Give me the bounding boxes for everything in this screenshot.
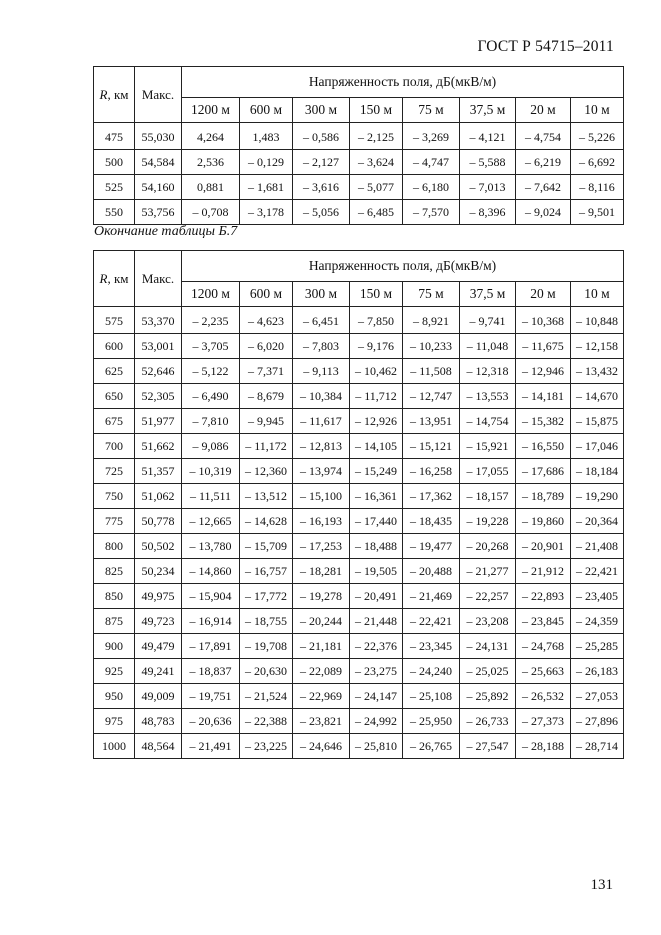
cell-max: 51,357 [135,459,182,484]
cell-value: – 17,772 [240,584,293,609]
cell-value: – 23,405 [571,584,624,609]
column-header-distance: 20 м [516,98,571,123]
cell-value: – 5,077 [350,175,403,200]
cell-value: – 6,020 [240,334,293,359]
cell-value: – 14,105 [350,434,403,459]
cell-value: – 20,268 [460,534,516,559]
table-row [94,659,624,684]
cell-value: – 18,789 [516,484,571,509]
cell-distance-r: 900 [94,634,135,659]
cell-value: 4,264 [182,123,240,150]
table-row [94,609,624,634]
cell-value: – 14,754 [460,409,516,434]
table-body [94,307,624,759]
cell-value: – 20,488 [403,559,460,584]
cell-value: – 10,319 [182,459,240,484]
cell-value: – 17,046 [571,434,624,459]
cell-max: 51,062 [135,484,182,509]
cell-value: – 15,249 [350,459,403,484]
cell-distance-r: 725 [94,459,135,484]
cell-value: – 12,946 [516,359,571,384]
cell-value: – 15,875 [571,409,624,434]
cell-max: 55,030 [135,123,182,150]
cell-value: – 4,747 [403,150,460,175]
cell-value: – 24,131 [460,634,516,659]
cell-value: – 19,505 [350,559,403,584]
cell-value: – 23,845 [516,609,571,634]
cell-value: – 10,384 [293,384,350,409]
cell-value: – 15,921 [460,434,516,459]
cell-value: – 7,371 [240,359,293,384]
cell-value: – 6,180 [403,175,460,200]
cell-value: – 3,178 [240,200,293,225]
cell-value: – 21,912 [516,559,571,584]
table-row [94,384,624,409]
column-header-distance: 150 м [350,282,403,307]
cell-value: – 24,240 [403,659,460,684]
cell-value: – 21,181 [293,634,350,659]
column-header-distance: 37,5 м [460,282,516,307]
r-symbol: R [99,270,108,286]
cell-distance-r: 950 [94,684,135,709]
table-row [94,584,624,609]
cell-value: – 7,013 [460,175,516,200]
cell-value: – 12,926 [350,409,403,434]
cell-value: – 20,636 [182,709,240,734]
column-header-distance: 600 м [240,282,293,307]
table-row [94,359,624,384]
cell-value: – 17,686 [516,459,571,484]
cell-value: – 21,448 [350,609,403,634]
cell-value: – 18,435 [403,509,460,534]
cell-value: – 22,388 [240,709,293,734]
cell-value: – 9,176 [350,334,403,359]
cell-distance-r: 850 [94,584,135,609]
cell-value: – 10,233 [403,334,460,359]
cell-max: 50,502 [135,534,182,559]
cell-distance-r: 750 [94,484,135,509]
document-header: ГОСТ Р 54715–2011 [477,38,614,55]
cell-value: – 25,285 [571,634,624,659]
cell-value: – 13,432 [571,359,624,384]
cell-value: – 26,183 [571,659,624,684]
cell-value: – 27,896 [571,709,624,734]
cell-value: – 5,122 [182,359,240,384]
cell-max: 48,564 [135,734,182,759]
cell-value: – 10,462 [350,359,403,384]
column-header-max: Макс. [135,67,182,123]
cell-value: – 13,974 [293,459,350,484]
column-header-r [94,67,135,123]
cell-distance-r: 575 [94,307,135,334]
cell-max: 50,778 [135,509,182,534]
cell-distance-r: 475 [94,123,135,150]
column-header-distance: 75 м [403,98,460,123]
cell-value: – 11,617 [293,409,350,434]
cell-distance-r: 625 [94,359,135,384]
cell-value: – 22,421 [403,609,460,634]
cell-value: – 9,945 [240,409,293,434]
cell-value: – 22,257 [460,584,516,609]
cell-value: – 4,623 [240,307,293,334]
cell-distance-r: 650 [94,384,135,409]
table-row [94,434,624,459]
table-row [94,459,624,484]
cell-value: – 8,921 [403,307,460,334]
cell-value: – 16,757 [240,559,293,584]
cell-value: – 2,235 [182,307,240,334]
cell-value: – 18,488 [350,534,403,559]
cell-distance-r: 700 [94,434,135,459]
table-row [94,484,624,509]
table-row [94,307,624,334]
cell-value: – 18,157 [460,484,516,509]
cell-value: – 23,345 [403,634,460,659]
cell-value: – 10,848 [571,307,624,334]
cell-max: 54,584 [135,150,182,175]
cell-value: – 9,086 [182,434,240,459]
cell-distance-r: 525 [94,175,135,200]
cell-value: – 7,570 [403,200,460,225]
cell-value: – 9,501 [571,200,624,225]
cell-value: – 11,712 [350,384,403,409]
cell-value: – 12,318 [460,359,516,384]
cell-value: – 26,733 [460,709,516,734]
cell-value: – 6,485 [350,200,403,225]
cell-value: – 16,914 [182,609,240,634]
cell-value: – 19,228 [460,509,516,534]
cell-value: – 26,532 [516,684,571,709]
cell-value: – 3,616 [293,175,350,200]
cell-max: 49,975 [135,584,182,609]
cell-distance-r: 600 [94,334,135,359]
cell-value: – 24,646 [293,734,350,759]
cell-distance-r: 675 [94,409,135,434]
cell-value: – 23,208 [460,609,516,634]
column-header-distance: 600 м [240,98,293,123]
cell-value: – 16,361 [350,484,403,509]
page-number: 131 [590,877,613,893]
cell-value: – 12,158 [571,334,624,359]
cell-value: – 19,290 [571,484,624,509]
cell-value: – 4,754 [516,123,571,150]
cell-value: – 24,768 [516,634,571,659]
cell-value: – 0,129 [240,150,293,175]
cell-value: – 3,269 [403,123,460,150]
table-row [94,534,624,559]
cell-value: – 5,226 [571,123,624,150]
cell-value: – 6,490 [182,384,240,409]
cell-value: – 26,765 [403,734,460,759]
cell-value: – 25,108 [403,684,460,709]
cell-value: – 27,053 [571,684,624,709]
cell-distance-r: 1000 [94,734,135,759]
cell-value: 0,881 [182,175,240,200]
column-header-field-strength: Напряженность поля, дБ(мкВ/м) [182,251,624,282]
cell-value: – 15,100 [293,484,350,509]
cell-value: – 18,837 [182,659,240,684]
cell-value: – 24,147 [350,684,403,709]
cell-value: – 21,491 [182,734,240,759]
column-header-distance: 1200 м [182,98,240,123]
column-header-distance: 10 м [571,98,624,123]
cell-value: – 2,125 [350,123,403,150]
column-header-distance: 1200 м [182,282,240,307]
cell-distance-r: 925 [94,659,135,684]
cell-value: – 0,586 [293,123,350,150]
cell-value: – 17,055 [460,459,516,484]
cell-value: – 25,892 [460,684,516,709]
cell-value: – 18,755 [240,609,293,634]
cell-max: 50,234 [135,559,182,584]
cell-value: – 22,089 [293,659,350,684]
cell-value: – 21,469 [403,584,460,609]
table-row [94,200,624,225]
cell-value: – 19,751 [182,684,240,709]
cell-value: – 25,025 [460,659,516,684]
cell-max: 52,305 [135,384,182,409]
table-continuation-caption: Окончание таблицы Б.7 [94,224,238,239]
cell-value: – 3,705 [182,334,240,359]
table-row [94,734,624,759]
cell-value: – 7,810 [182,409,240,434]
cell-value: – 15,121 [403,434,460,459]
table-body [94,123,624,225]
column-header-r [94,251,135,307]
cell-value: – 27,547 [460,734,516,759]
cell-value: – 2,127 [293,150,350,175]
table-row [94,509,624,534]
cell-value: – 17,891 [182,634,240,659]
cell-value: – 20,491 [350,584,403,609]
cell-value: – 25,663 [516,659,571,684]
cell-value: – 17,253 [293,534,350,559]
table-row [94,709,624,734]
cell-value: – 11,511 [182,484,240,509]
table-row [94,634,624,659]
cell-value: – 11,675 [516,334,571,359]
cell-value: – 19,708 [240,634,293,659]
cell-value: – 7,850 [350,307,403,334]
cell-value: – 28,714 [571,734,624,759]
cell-value: – 7,803 [293,334,350,359]
cell-value: – 16,193 [293,509,350,534]
cell-max: 53,370 [135,307,182,334]
table-row [94,123,624,150]
table-row [94,409,624,434]
cell-max: 52,646 [135,359,182,384]
cell-value: – 14,860 [182,559,240,584]
column-header-distance: 37,5 м [460,98,516,123]
column-header-distance: 150 м [350,98,403,123]
cell-value: – 12,813 [293,434,350,459]
cell-value: – 12,665 [182,509,240,534]
cell-value: 1,483 [240,123,293,150]
r-unit: , км [107,86,129,102]
r-unit: , км [107,270,129,286]
cell-value: – 16,258 [403,459,460,484]
cell-value: – 18,281 [293,559,350,584]
cell-value: – 20,901 [516,534,571,559]
r-symbol: R [99,86,108,102]
cell-value: – 6,692 [571,150,624,175]
cell-distance-r: 825 [94,559,135,584]
cell-value: – 13,512 [240,484,293,509]
cell-value: – 23,275 [350,659,403,684]
cell-value: – 21,524 [240,684,293,709]
cell-value: – 20,244 [293,609,350,634]
cell-value: – 20,630 [240,659,293,684]
field-strength-table [93,66,624,225]
cell-value: – 10,368 [516,307,571,334]
cell-value: 2,536 [182,150,240,175]
column-header-field-strength: Напряженность поля, дБ(мкВ/м) [182,67,624,98]
cell-value: – 15,904 [182,584,240,609]
cell-value: – 7,642 [516,175,571,200]
cell-value: – 17,362 [403,484,460,509]
cell-max: 51,977 [135,409,182,434]
cell-value: – 24,992 [350,709,403,734]
cell-distance-r: 800 [94,534,135,559]
cell-max: 48,783 [135,709,182,734]
cell-value: – 8,679 [240,384,293,409]
cell-max: 53,756 [135,200,182,225]
cell-max: 49,479 [135,634,182,659]
cell-value: – 11,048 [460,334,516,359]
cell-value: – 3,624 [350,150,403,175]
cell-value: – 9,113 [293,359,350,384]
cell-value: – 14,628 [240,509,293,534]
cell-value: – 6,451 [293,307,350,334]
cell-value: – 22,893 [516,584,571,609]
cell-value: – 24,359 [571,609,624,634]
cell-value: – 19,477 [403,534,460,559]
cell-value: – 28,188 [516,734,571,759]
cell-value: – 18,184 [571,459,624,484]
cell-value: – 23,821 [293,709,350,734]
cell-value: – 13,951 [403,409,460,434]
cell-value: – 15,709 [240,534,293,559]
cell-value: – 15,382 [516,409,571,434]
cell-value: – 16,550 [516,434,571,459]
cell-max: 51,662 [135,434,182,459]
cell-distance-r: 975 [94,709,135,734]
table-row [94,559,624,584]
cell-value: – 11,172 [240,434,293,459]
cell-max: 49,241 [135,659,182,684]
table-row [94,684,624,709]
cell-value: – 27,373 [516,709,571,734]
cell-value: – 21,408 [571,534,624,559]
cell-value: – 25,810 [350,734,403,759]
cell-value: – 23,225 [240,734,293,759]
cell-value: – 11,508 [403,359,460,384]
cell-value: – 14,670 [571,384,624,409]
cell-distance-r: 875 [94,609,135,634]
cell-value: – 22,421 [571,559,624,584]
cell-value: – 4,121 [460,123,516,150]
cell-value: – 12,360 [240,459,293,484]
table-row [94,334,624,359]
cell-value: – 25,950 [403,709,460,734]
cell-distance-r: 500 [94,150,135,175]
column-header-distance: 20 м [516,282,571,307]
cell-value: – 21,277 [460,559,516,584]
table-row [94,175,624,200]
cell-value: – 12,747 [403,384,460,409]
cell-max: 54,160 [135,175,182,200]
cell-max: 53,001 [135,334,182,359]
cell-value: – 9,024 [516,200,571,225]
cell-value: – 20,364 [571,509,624,534]
cell-distance-r: 775 [94,509,135,534]
column-header-distance: 300 м [293,282,350,307]
cell-value: – 6,219 [516,150,571,175]
column-header-max: Макс. [135,251,182,307]
cell-value: – 19,860 [516,509,571,534]
cell-value: – 22,376 [350,634,403,659]
table-row [94,150,624,175]
column-header-distance: 10 м [571,282,624,307]
cell-value: – 0,708 [182,200,240,225]
cell-value: – 14,181 [516,384,571,409]
cell-value: – 5,588 [460,150,516,175]
cell-value: – 5,056 [293,200,350,225]
cell-value: – 8,116 [571,175,624,200]
cell-distance-r: 550 [94,200,135,225]
cell-value: – 1,681 [240,175,293,200]
column-header-distance: 75 м [403,282,460,307]
cell-value: – 13,553 [460,384,516,409]
cell-value: – 22,969 [293,684,350,709]
cell-max: 49,009 [135,684,182,709]
cell-max: 49,723 [135,609,182,634]
column-header-distance: 300 м [293,98,350,123]
cell-value: – 8,396 [460,200,516,225]
cell-value: – 13,780 [182,534,240,559]
cell-value: – 9,741 [460,307,516,334]
cell-value: – 19,278 [293,584,350,609]
field-strength-table-continuation [93,250,624,759]
cell-value: – 17,440 [350,509,403,534]
